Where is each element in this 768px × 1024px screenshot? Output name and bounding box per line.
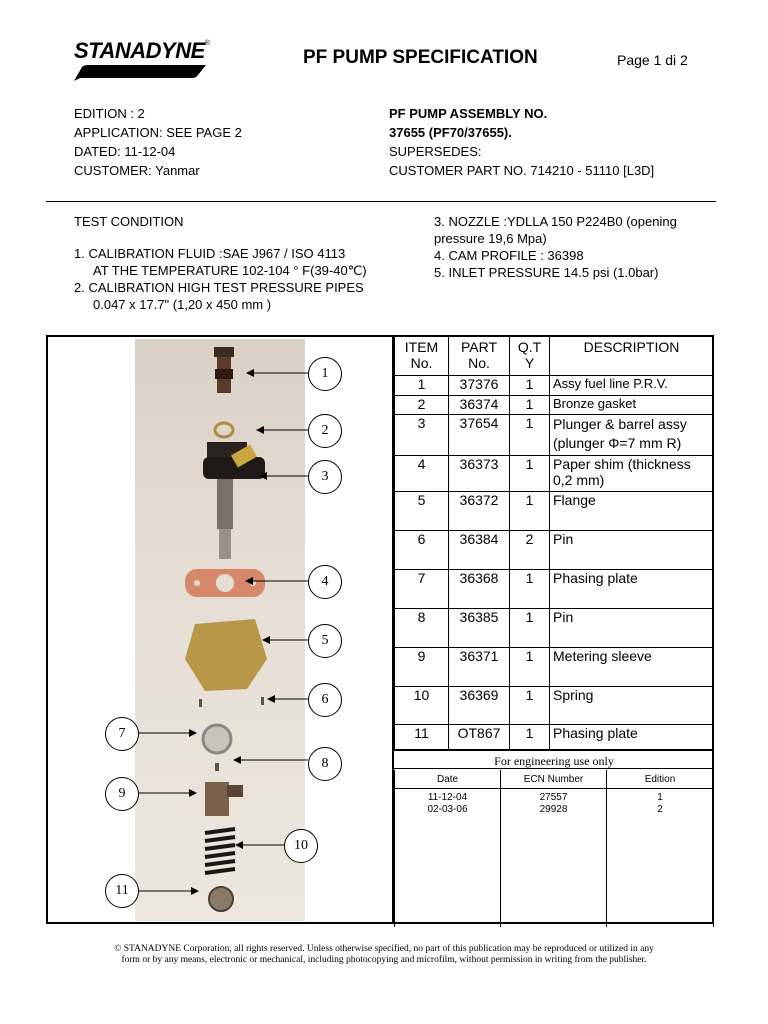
table-row: 2 36374 1 Bronze gasket	[395, 396, 714, 415]
callout-4: 4	[308, 565, 342, 599]
callout-9: 9	[105, 777, 139, 811]
ecn-date-1: 11-12-04	[427, 792, 468, 803]
table-row: 8 36385 1 Pin	[395, 609, 714, 648]
copyright-footer	[60, 944, 708, 966]
header-qty: Q.T Y	[510, 337, 550, 376]
engineering-use-label: For engineering use only	[394, 749, 714, 769]
supersedes: SUPERSEDES:	[389, 144, 482, 159]
table-row: 7 36368 1 Phasing plate	[395, 570, 714, 609]
customer: CUSTOMER: Yanmar	[74, 163, 200, 178]
ecn-table-header	[395, 770, 714, 789]
customer-part-number: CUSTOMER PART NO. 714210 - 51110 [L3D]	[389, 163, 655, 178]
application: APPLICATION: SEE PAGE 2	[74, 125, 242, 140]
test-condition-item-2b: 0.047 x 17.7" (1,20 x 450 mm )	[93, 297, 272, 312]
header-description: DESCRIPTION	[550, 337, 714, 376]
page-number: Page 1 di 2	[617, 52, 688, 68]
header-item: ITEM No.	[395, 337, 449, 376]
callout-5: 5	[308, 624, 342, 658]
table-row: 10 36369 1 Spring	[395, 687, 714, 725]
test-condition-item-2: 2. CALIBRATION HIGH TEST PRESSURE PIPES	[74, 280, 364, 295]
header-part: PART No.	[449, 337, 510, 376]
divider-line	[46, 201, 716, 202]
table-row: 3 37654 1 Plunger & barrel assy (plunger Φ=7 mm R)	[395, 415, 714, 456]
table-row: 1 37376 1 Assy fuel line P.R.V.	[395, 376, 714, 396]
ecn-edition-1: 1	[657, 792, 663, 803]
page-title: PF PUMP SPECIFICATION	[303, 47, 538, 68]
test-condition-item-3b: pressure 19,6 Mpa)	[434, 231, 547, 246]
callout-2: 2	[308, 414, 342, 448]
table-row: 11 OT867 1 Phasing plate	[395, 725, 714, 750]
stanadyne-logo	[74, 40, 214, 81]
callout-3: 3	[308, 460, 342, 494]
table-row: 4 36373 1 Paper shim (thickness 0,2 mm)	[395, 456, 714, 492]
ecn-date-2: 02-03-06	[427, 804, 468, 815]
callout-1: 1	[308, 357, 342, 391]
ecn-number-2: 29928	[539, 804, 568, 815]
callout-11: 11	[105, 874, 139, 908]
header-date: Date	[395, 770, 501, 789]
ecn-edition-2: 2	[657, 804, 663, 815]
test-condition-item-1b: AT THE TEMPERATURE 102-104 ° F(39-40℃)	[93, 263, 367, 278]
ecn-number-1: 27557	[539, 792, 568, 803]
assembly-number: 37655 (PF70/37655).	[389, 125, 512, 140]
parts-table-header	[395, 337, 714, 376]
header-ecn: ECN Number	[501, 770, 607, 789]
test-condition-item-4: 4. CAM PROFILE : 36398	[434, 248, 584, 263]
parts-table	[394, 336, 714, 750]
header-edition: Edition	[607, 770, 714, 789]
test-condition-left	[74, 213, 404, 313]
table-row: 9 36371 1 Metering sleeve	[395, 648, 714, 687]
test-condition-item-1: 1. CALIBRATION FLUID :SAE J967 / ISO 4113	[74, 246, 346, 261]
footer-line-1: © STANADYNE Corporation, all rights reserved. Unless otherwise specified, no part of this publication may be reproduced or utilized in any	[114, 944, 654, 954]
table-row: 6 36384 2 Pin	[395, 531, 714, 570]
logo-registered-mark: ®	[204, 40, 210, 47]
edition: EDITION : 2	[74, 106, 145, 121]
logo-text: STANADYNE	[74, 38, 205, 63]
test-condition-title: TEST CONDITION	[74, 214, 184, 229]
info-left	[74, 104, 242, 180]
dated: DATED: 11-12-04	[74, 144, 176, 159]
footer-line-2: form or by any means, electronic or mechanical, including photocopying and microfilm, without permission in writing from the publisher.	[121, 955, 647, 965]
table-row: 5 36372 1 Flange	[395, 492, 714, 531]
ecn-table-body	[395, 789, 714, 928]
callout-6: 6	[308, 683, 342, 717]
callout-7: 7	[105, 717, 139, 751]
ecn-table	[394, 770, 714, 927]
assembly-label: PF PUMP ASSEMBLY NO.	[389, 106, 548, 121]
test-condition-item-3: 3. NOZZLE :YDLLA 150 P224B0 (opening	[434, 214, 677, 229]
test-condition-right	[434, 213, 734, 281]
callout-10: 10	[284, 829, 318, 863]
callout-8: 8	[308, 747, 342, 781]
info-right	[389, 104, 654, 180]
logo-swoosh-icon	[74, 65, 206, 81]
test-condition-item-5: 5. INLET PRESSURE 14.5 psi (1.0bar)	[434, 265, 659, 280]
